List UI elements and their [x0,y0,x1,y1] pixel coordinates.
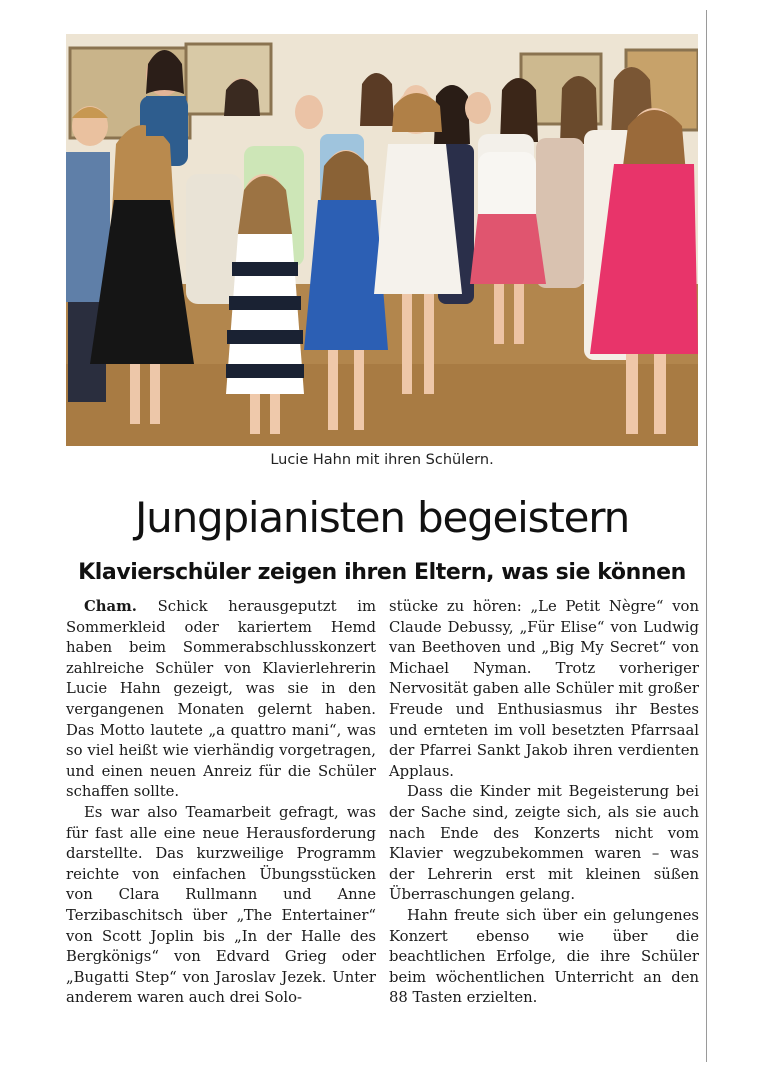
photo-caption: Lucie Hahn mit ihren Schülern. [270,452,494,468]
paragraph-1 [66,597,376,803]
headline: Jungpianisten begeistern [134,493,629,542]
subheadline: Klavierschüler zeigen ihren Eltern, was sie können [78,560,686,585]
article-column-right [389,597,699,1009]
group-photo-illustration [66,34,698,446]
paragraph-1-text: Schick herausgeputzt im Sommerkleid oder kariertem Hemd haben beim Sommerabschlusskonzert zahlreiche Schüler von Klavierlehrerin Lucie Hahn gezeigt, was sie in den vergangenen Monaten gelernt haben. Das Motto lautete „a quattro mani“, was so viel heißt wie vierhändig vorgetragen, und einen neuen Anreiz für die Schüler schaffen sollte. [66,598,376,801]
article-column-left [66,597,376,1009]
paragraph-4: Hahn freute sich über ein gelungenes Konzert ebenso wie über die beachtlichen Erfolge, die ihre Schüler beim wöchentlichen Unterricht an den 88 Tasten erzielten. [389,906,699,1007]
paragraph-2-continued: stücke zu hören: „Le Petit Nègre“ von Claude Debussy, „Für Elise“ von Ludwig van Beethoven und „Big My Secret“ von Michael Nyman. Trotz vorheriger Nervosität gaben alle Schüler mit großer Freude und Enthusiasmus ihr Bestes und ernteten im voll besetzten Pfarrsaal der Pfarrei Sankt Jakob ihren verdienten Applaus. [389,598,699,780]
dateline: Cham. [84,598,137,615]
paragraph-2: Es war also Teamarbeit gefragt, was für fast alle eine neue Herausforderung darstellte. Das kurzweilige Programm reichte von einfachen Übungsstücken von Clara Rullmann und Anne Terzibaschitsch über „The Entertainer“ von Scott Joplin bis „In der Halle des Bergkönigs“ von Edvard Grieg oder „Bugatti Step“ von Jaroslav Jezek. Unter anderem waren auch drei Solo- [66,803,376,1007]
paragraph-3: Dass die Kinder mit Begeisterung bei der Sache sind, zeigte sich, als sie auch nach Ende des Konzerts nicht vom Klavier wegzubekommen waren – was der Lehrerin erst mit kleinen süßen Überraschungen gelang. [389,783,699,904]
column-rule [706,10,707,1062]
article-photo [66,34,698,446]
